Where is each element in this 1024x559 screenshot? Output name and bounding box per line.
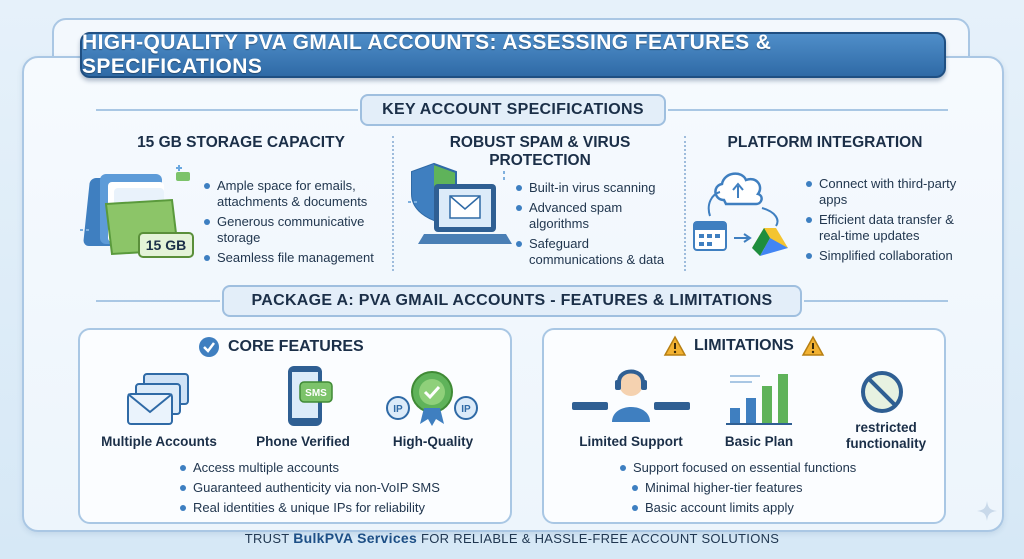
footer-tagline — [0, 530, 1024, 554]
laptop-shield-icon — [404, 162, 514, 267]
list-item: Ample space for emails, attachments & documents — [204, 178, 384, 210]
sms-text: SMS — [305, 388, 327, 399]
ip-text: IP — [461, 404, 471, 415]
prohibited-icon — [860, 370, 904, 414]
cloud-sync-icon — [690, 164, 800, 264]
list-item: Seamless file management — [204, 250, 384, 266]
envelopes-icon — [124, 372, 194, 428]
list-item: Safeguard communications & data — [516, 236, 676, 268]
list-item: Access multiple accounts — [180, 460, 500, 476]
footer-suffix: FOR RELIABLE & HASSLE-FREE ACCOUNT SOLUTIONS — [417, 531, 780, 546]
storage-bullets — [204, 178, 384, 270]
list-item: Minimal higher-tier features — [632, 480, 940, 496]
integration-title: PLATFORM INTEGRATION — [727, 134, 923, 151]
list-item: Built-in virus scanning — [516, 180, 676, 196]
storage-title: 15 GB STORAGE CAPACITY — [137, 134, 345, 151]
divider-line — [96, 300, 220, 302]
warning-icon — [802, 336, 824, 356]
divider-line — [96, 109, 358, 111]
column-divider — [684, 136, 686, 271]
limited-support-label: Limited Support — [579, 434, 683, 449]
limitations-bullets — [620, 460, 940, 520]
key-specs-heading: KEY ACCOUNT SPECIFICATIONS — [360, 94, 666, 126]
list-item: Simplified collaboration — [806, 248, 966, 264]
multiple-accounts-label: Multiple Accounts — [101, 434, 217, 449]
basic-plan-label: Basic Plan — [724, 434, 794, 449]
protection-bullets — [516, 180, 676, 272]
sparkle-icon — [976, 500, 998, 522]
list-item: Generous communicative storage — [204, 214, 384, 246]
page-title: HIGH-QUALITY PVA GMAIL ACCOUNTS: ASSESSING FEATURES & SPECIFICATIONS — [80, 32, 946, 78]
core-features-title — [198, 336, 364, 358]
storage-badge: 15 GB — [138, 232, 194, 258]
list-item: Advanced spam algorithms — [516, 200, 676, 232]
phone-sms-icon — [282, 364, 334, 430]
list-item: Basic account limits apply — [632, 500, 940, 516]
limitations-label: LIMITATIONS — [694, 337, 794, 354]
list-item: Guaranteed authenticity via non-VoIP SMS — [180, 480, 500, 496]
footer-brand: BulkPVA Services — [293, 530, 418, 546]
warning-icon — [664, 336, 686, 356]
check-circle-icon — [198, 336, 220, 358]
divider-line — [668, 109, 948, 111]
restricted-functionality-label: restricted functionality — [845, 420, 927, 451]
protection-title: ROBUST SPAM & VIRUS PROTECTION — [449, 134, 631, 169]
column-divider — [392, 136, 394, 271]
divider-line — [804, 300, 948, 302]
high-quality-label: High-Quality — [392, 434, 474, 449]
footer-prefix: TRUST — [244, 531, 294, 546]
core-features-label: CORE FEATURES — [228, 338, 364, 355]
bar-growth-icon — [724, 368, 794, 428]
core-bullets — [180, 460, 500, 520]
list-item: Connect with third-party apps — [806, 176, 966, 208]
ip-text: IP — [393, 404, 403, 415]
integration-bullets — [806, 176, 966, 268]
phone-verified-label: Phone Verified — [256, 434, 350, 449]
quality-badge-icon — [384, 366, 480, 428]
support-agent-icon — [566, 366, 696, 428]
package-heading: PACKAGE A: PVA GMAIL ACCOUNTS - FEATURES & LIMITATIONS — [222, 285, 802, 317]
list-item: Support focused on essential functions — [620, 460, 940, 476]
limitations-title — [664, 336, 824, 356]
list-item: Efficient data transfer & real-time updates — [806, 212, 966, 244]
list-item: Real identities & unique IPs for reliability — [180, 500, 500, 516]
